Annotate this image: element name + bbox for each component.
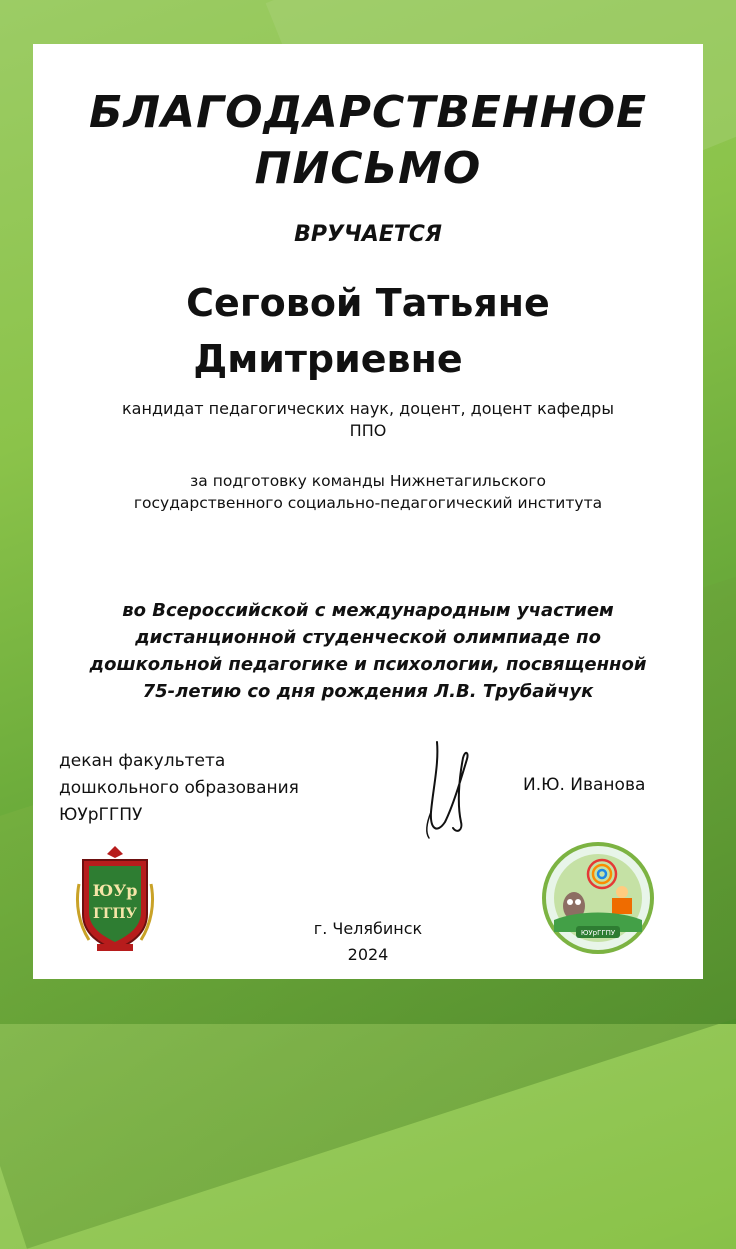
event-line-2: дистанционной студенческой олимпиаде по bbox=[135, 627, 601, 648]
dean-line-1: декан факультета bbox=[59, 751, 226, 771]
reason-text bbox=[53, 470, 683, 514]
emblem-caption: ЮУрГГПУ bbox=[580, 929, 616, 937]
title-line-2: ПИСЬМО bbox=[254, 143, 482, 194]
position-line-2: ППО bbox=[349, 421, 387, 440]
year-label: 2024 bbox=[347, 945, 389, 964]
faculty-emblem-logo bbox=[538, 840, 658, 955]
university-crest-logo bbox=[75, 844, 155, 954]
awarded-label: ВРУЧАЕТСЯ bbox=[294, 222, 442, 247]
dean-line-2: дошкольного образования bbox=[59, 778, 299, 798]
handwritten-signature bbox=[415, 734, 485, 844]
dean-line-3: ЮУрГГПУ bbox=[59, 805, 143, 825]
reason-line-2: государственного социально-педагогический института bbox=[133, 494, 603, 512]
signer-name: И.Ю. Иванова bbox=[523, 775, 646, 795]
recipient-position bbox=[53, 398, 683, 442]
event-description bbox=[38, 597, 698, 705]
event-line-4: 75-летию со дня рождения Л.В. Трубайчук bbox=[142, 681, 594, 702]
event-line-3: дошкольной педагогике и психологии, посвященной bbox=[89, 654, 647, 675]
city-year bbox=[268, 916, 468, 968]
recipient-name-line-1: Сеговой Татьяне bbox=[186, 281, 550, 325]
reason-line-1: за подготовку команды Нижнетагильского bbox=[190, 472, 546, 490]
event-line-1: во Всероссийской с международным участием bbox=[122, 600, 614, 621]
svg-text:ГГПУ: ГГПУ bbox=[93, 906, 137, 922]
title-line-1: БЛАГОДАРСТВЕННОЕ bbox=[88, 87, 648, 138]
recipient-name-line-2: Дмитриевне bbox=[193, 337, 463, 381]
city-label: г. Челябинск bbox=[313, 919, 423, 938]
position-line-1: кандидат педагогических наук, доцент, доцент кафедры bbox=[122, 399, 614, 418]
certificate-sheet bbox=[33, 44, 703, 979]
dean-title bbox=[59, 748, 379, 829]
svg-text:ЮУр: ЮУр bbox=[92, 881, 138, 900]
